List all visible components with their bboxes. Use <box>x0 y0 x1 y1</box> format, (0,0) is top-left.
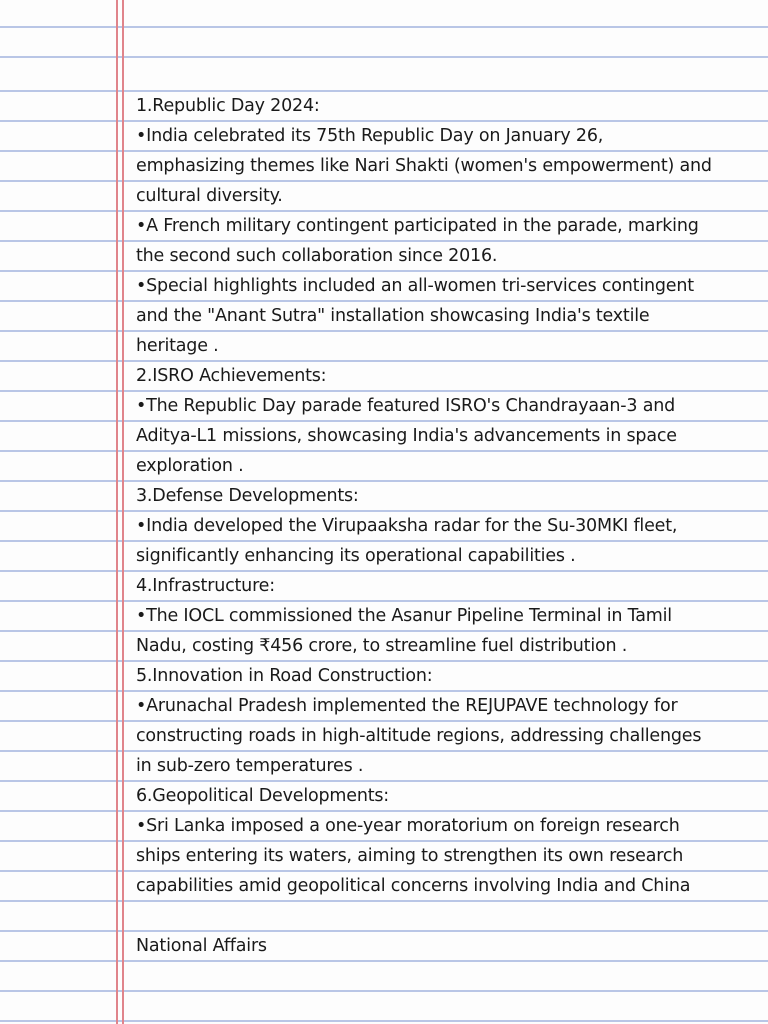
note-line: in sub-zero temperatures . <box>136 756 364 776</box>
note-line: •The IOCL commissioned the Asanur Pipeline Terminal in Tamil <box>136 606 672 626</box>
note-line: Nadu, costing ₹456 crore, to streamline fuel distribution . <box>136 636 628 656</box>
note-line: capabilities amid geopolitical concerns involving India and China <box>136 876 691 896</box>
note-line: •India celebrated its 75th Republic Day on January 26, <box>136 126 604 146</box>
note-line: •A French military contingent participated in the parade, marking <box>136 216 699 236</box>
note-heading: 5.Innovation in Road Construction: <box>136 666 433 686</box>
blank-line <box>136 901 756 931</box>
note-heading: 1.Republic Day 2024: <box>136 96 320 116</box>
note-heading: 3.Defense Developments: <box>136 486 359 506</box>
note-footer-title: National Affairs <box>136 936 267 956</box>
margin-line-left <box>116 0 118 1024</box>
note-line: and the "Anant Sutra" installation showcasing India's textile <box>136 306 650 326</box>
margin-line-right <box>122 0 124 1024</box>
note-line: ships entering its waters, aiming to strengthen its own research <box>136 846 684 866</box>
note-line: constructing roads in high-altitude regions, addressing challenges <box>136 726 702 746</box>
note-line: exploration . <box>136 456 244 476</box>
note-heading: 6.Geopolitical Developments: <box>136 786 389 806</box>
note-line: cultural diversity. <box>136 186 283 206</box>
note-line: the second such collaboration since 2016. <box>136 246 498 266</box>
note-line: •Sri Lanka imposed a one-year moratorium on foreign research <box>136 816 680 836</box>
note-line: significantly enhancing its operational capabilities . <box>136 546 576 566</box>
note-line: heritage . <box>136 336 219 356</box>
note-line: Aditya-L1 missions, showcasing India's advancements in space <box>136 426 677 446</box>
note-line: emphasizing themes like Nari Shakti (women's empowerment) and <box>136 156 712 176</box>
note-heading: 4.Infrastructure: <box>136 576 275 596</box>
note-line: •India developed the Virupaaksha radar for the Su-30MKI fleet, <box>136 516 678 536</box>
note-line: •Arunachal Pradesh implemented the REJUPAVE technology for <box>136 696 678 716</box>
handwritten-notes <box>136 91 756 961</box>
note-line: •The Republic Day parade featured ISRO's Chandrayaan-3 and <box>136 396 676 416</box>
note-heading: 2.ISRO Achievements: <box>136 366 327 386</box>
note-line: •Special highlights included an all-women tri-services contingent <box>136 276 694 296</box>
